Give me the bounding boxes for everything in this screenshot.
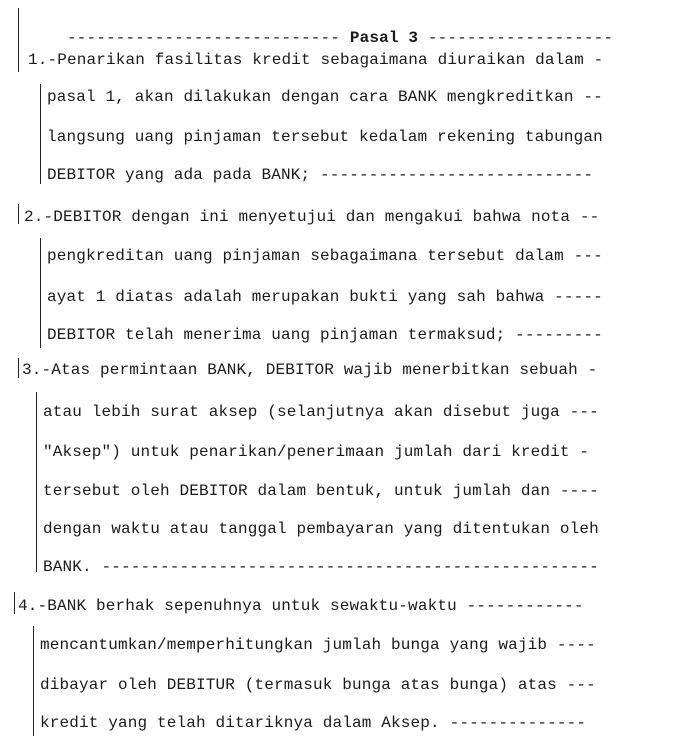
margin-bar-clause-2-start <box>18 204 19 224</box>
clause-3-line-5: dengan waktu atau tanggal pembayaran yang ditentukan oleh <box>43 520 599 538</box>
margin-bar-clause-3-start <box>18 358 19 378</box>
clause-1-line-2: pasal 1, akan dilakukan dengan cara BANK mengkreditkan -- <box>47 88 603 106</box>
clause-3-line-6: BANK. --------------------------------------------------- <box>43 558 599 576</box>
clause-2-line-2: pengkreditan uang pinjaman sebagaimana tersebut dalam --- <box>47 247 603 265</box>
clause-4-line-1: 4.-BANK berhak sepenuhnya untuk sewaktu-waktu ------------ <box>18 597 584 615</box>
clause-3-line-4: tersebut oleh DEBITOR dalam bentuk, untuk jumlah dan ---- <box>43 482 599 500</box>
margin-bar-clause-4 <box>33 626 34 736</box>
clause-1-line-4: DEBITOR yang ada pada BANK; ---------------------------- <box>47 166 594 184</box>
page-title: Pasal 3 <box>349 29 419 47</box>
clause-1-line-1: 1.-Penarikan fasilitas kredit sebagaimana diuraikan dalam - <box>28 51 604 69</box>
margin-bar-clause-2 <box>40 238 41 348</box>
clause-1-line-3: langsung uang pinjaman tersebut kedalam rekening tabungan <box>47 128 603 146</box>
clause-4-line-3: dibayar oleh DEBITUR (termasuk bunga atas bunga) atas --- <box>40 676 596 694</box>
clause-2-line-4: DEBITOR telah menerima uang pinjaman termaksud; --------- <box>47 326 603 344</box>
margin-bar-clause-1 <box>40 84 41 184</box>
clause-3-line-3: "Aksep") untuk penarikan/penerimaan jumlah dari kredit - <box>43 443 590 461</box>
heading-right-dashes: ------------------- <box>427 29 614 47</box>
clause-3-line-1: 3.-Atas permintaan BANK, DEBITOR wajib menerbitkan sebuah - <box>22 361 598 379</box>
margin-bar-clause-3 <box>36 392 37 572</box>
margin-bar-heading <box>18 8 19 72</box>
clause-2-line-1: 2.-DEBITOR dengan ini menyetujui dan mengakui bahwa nota -- <box>24 208 600 226</box>
clause-4-line-2: mencantumkan/memperhitungkan jumlah bunga yang wajib ---- <box>40 636 596 654</box>
heading-left-dashes: ---------------------------- <box>67 29 341 47</box>
clause-4-line-4: kredit yang telah ditariknya dalam Aksep. -------------- <box>40 714 587 732</box>
margin-bar-clause-4-start <box>14 592 15 614</box>
clause-2-line-3: ayat 1 diatas adalah merupakan bukti yang sah bahwa ----- <box>47 288 603 306</box>
clause-3-line-2: atau lebih surat aksep (selanjutnya akan disebut juga --- <box>43 403 599 421</box>
